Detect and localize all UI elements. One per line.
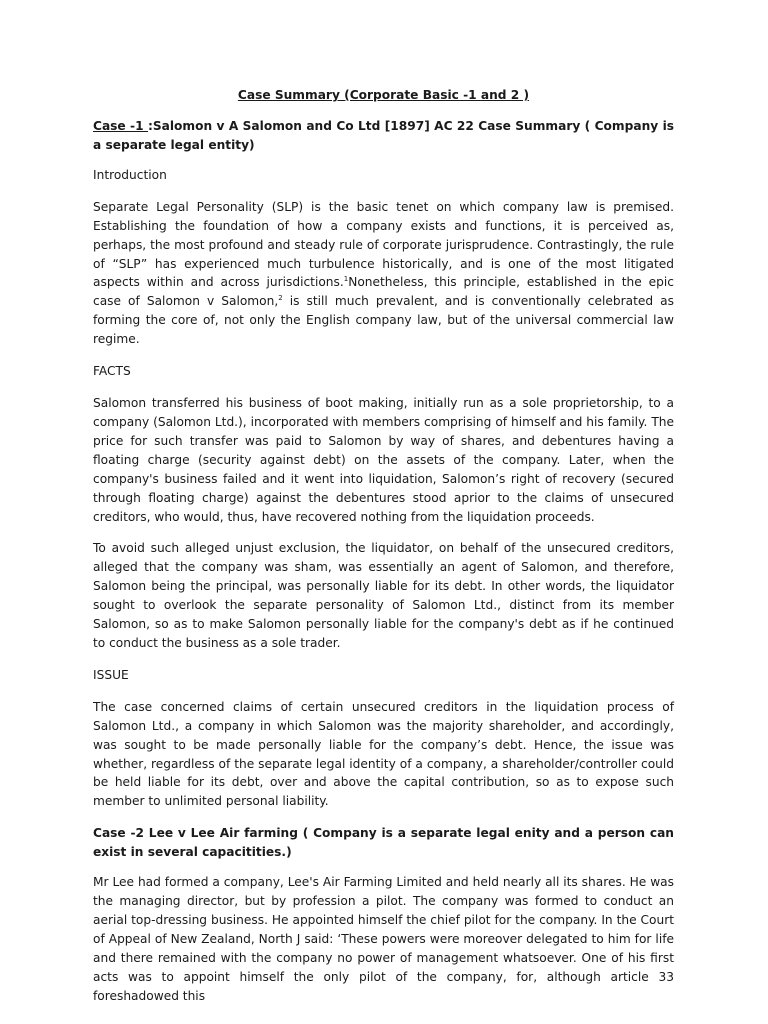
issue-paragraph: The case concerned claims of certain unsecured creditors in the liquidation process of Salomon Ltd., a company in which Salomon was the majority shareholder, and accordingly, was sought to be made personally liable for the company’s debt. Hence, the issue was whether, regardless of the separate legal identity of a company, a shareholder/controller could be held liable for its debt, over and above the capital contribution, so as to expose such member to unlimited personal liability. xyxy=(93,699,674,809)
footnote-ref-2: 2 xyxy=(278,294,283,303)
case2-heading: Case -2 Lee v Lee Air farming ( Company is a separate legal enity and a person can exist in several capacitities.) xyxy=(93,826,674,860)
introduction-text-3: is still much prevalent, and is conventionally celebrated as forming the core of, not only the English company law, but of the universal commercial law regime. xyxy=(93,294,674,347)
case2-paragraph: Mr Lee had formed a company, Lee's Air Farming Limited and held nearly all its shares. He was the managing director, but by profession a pilot. The company was formed to conduct an aerial top-dressing business. He appointed himself the chief pilot for the company. In the Court of Appeal of New Zealand, North J said: ‘These powers were moreover delegated to him for life and there remained with the company no power of management whatsoever. One of his first acts was to appoint himself the only pilot of the company, for, although article 33 foreshadowed this xyxy=(93,875,674,1003)
case1-label: Case -1 xyxy=(93,119,148,133)
footnote-ref-1: 1 xyxy=(343,275,349,284)
case1-title: :Salomon v A Salomon and Co Ltd [1897] AC 22 Case Summary ( Company is a separate legal entity) xyxy=(93,119,675,152)
facts-paragraph-2: To avoid such alleged unjust exclusion, the liquidator, on behalf of the unsecured creditors, alleged that the company was sham, was essentially an agent of Salomon, and therefore, Salomon being the principal, was personally liable for its debt. In other words, the liquidator sought to overlook the separate personality of Salomon Ltd., distinct from its member Salomon, so as to make Salomon personally liable for the company's debt as if he continued to conduct the business as a sole trader. xyxy=(93,541,674,650)
introduction-label: Introduction xyxy=(93,167,167,182)
facts-label: FACTS xyxy=(93,364,131,379)
introduction-text-2: Nonetheless, this principle, established in the epic case of Salomon v Salomon, xyxy=(93,275,674,309)
introduction-paragraph xyxy=(93,198,674,349)
introduction-text-1: Separate Legal Personality (SLP) is the basic tenet on which company law is premised. Establishing the foundation of how a company exists and functions, it is perceived as, perhaps, the most profound and steady rule of corporate jurisprudence. Contrastingly, the rule of “SLP” has experienced much turbulence historically, and is one of the most litigated aspects within and across jurisdictions. xyxy=(93,199,674,290)
case1-heading xyxy=(93,117,674,155)
facts-paragraph-1: Salomon transferred his business of boot making, initially run as a sole proprietorship, to a company (Salomon Ltd.), incorporated with members comprising of himself and his family. The price for such transfer was paid to Salomon by way of shares, and debentures having a floating charge (security against debt) on the assets of the company. Later, when the company's business failed and it went into liquidation, Salomon’s right of recovery (secured through floating charge) against the debentures stood aprior to the claims of unsecured creditors, who would, thus, have recovered nothing from the liquidation proceeds. xyxy=(93,396,674,524)
issue-label: ISSUE xyxy=(93,667,129,682)
document-title: Case Summary (Corporate Basic -1 and 2 ) xyxy=(237,88,530,102)
